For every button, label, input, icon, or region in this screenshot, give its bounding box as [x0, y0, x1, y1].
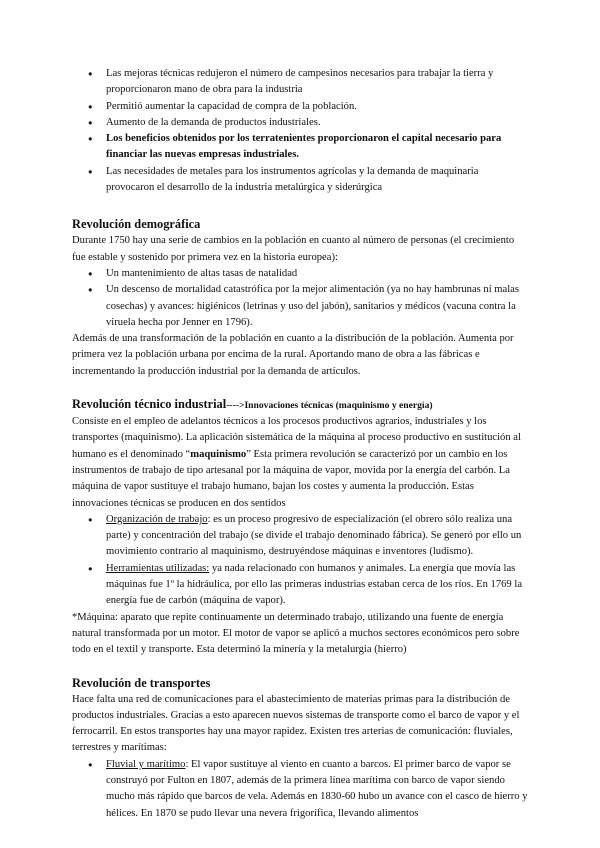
- document-content: [72, 66, 528, 822]
- list-item-text: : es un proceso progresivo de especialización (el obrero sólo realiza una parte) y concentración del trabajo (se divide el trabajo denominado fábrica). Se generó por ello un movimiento contrario al maquinismo, destruyéndose máquinas e inventores (ludismo).: [106, 513, 522, 558]
- tecnico-bullet-list: [72, 512, 528, 610]
- list-item-text: Aumento de la demanda de productos industriales.: [106, 116, 321, 128]
- list-item: [72, 131, 528, 164]
- paragraph: Hace falta una red de comunicaciones para el abastecimiento de materias primas para la distribución de productos industriales. Gracias a esto aparecen nuevos sistemas de transporte como el barco de vapor y el ferrocarril. En estos transportes hay una mayor rapidez. Existen tres arterias de comunicación: fluviales, terrestres y marítimas:: [72, 693, 520, 754]
- paragraph: Durante 1750 hay una serie de cambios en la población en cuanto al número de personas (el crecimiento fue estable y sostenido por primera vez en la historia europea):: [72, 235, 515, 263]
- intro-bullet-list: [72, 66, 528, 196]
- list-item: [72, 164, 528, 197]
- bold-term: maquinismo: [190, 448, 247, 460]
- list-item-text: : El vapor sustituye al viento en cuanto a barcos. El primer barco de vapor se construyó por Fulton en 1807, además de la primera línea marítima con barco de vapor siendo mucho más rápido que barcos de vela. Además en 1830-60 hubo un avance con el casco de hierro y hélices. En 1870 se pudo llevar una nevera frigorífica, llevando alimentos: [106, 758, 528, 819]
- paragraph: Además de una transformación de la población en cuanto a la distribución de la población. Aumenta por primera vez la población urbana por encima de la rural. Aportando mano de obra a las fábricas e incrementando la producción industrial por la demanda de artículos.: [72, 333, 514, 377]
- list-item-text: Un mantenimiento de altas tasas de natalidad: [106, 267, 298, 279]
- list-item: [72, 561, 528, 610]
- section-heading-transportes: Revolución de transportes: [72, 675, 211, 690]
- list-item-text: Las necesidades de metales para los instrumentos agrícolas y la demanda de maquinaria provocaron el desarrollo de la industria metalúrgica y siderúrgica: [106, 165, 479, 194]
- list-item: [72, 757, 528, 822]
- list-item-text: Permitió aumentar la capacidad de compra de la población.: [106, 100, 357, 112]
- list-item-text-bold: Los beneficios obtenidos por los terratenientes proporcionaron el capital necesario para financiar las nuevas empresas industriales.: [106, 133, 502, 161]
- text-run: Consiste en el empleo de adelantos técnicos a los procesos productivos agrarios, industriales y los transportes (maquinismo). La aplicación sistemática de la máquina al proceso productivo en sustitución al humano es el denominado “: [72, 416, 521, 460]
- paragraph: [72, 414, 528, 512]
- list-item: [72, 512, 528, 561]
- list-item-text: ya nada relacionado con humanos y animales. La energía que movía las máquinas fue 1º la hidráulica, por ello las primeras industrias estaban cerca de los ríos. En 1769 la energía fue de carbón (máquina de vapor).: [106, 562, 523, 607]
- list-item: [72, 282, 528, 331]
- list-item-text: Un descenso de mortalidad catastrófica por la mejor alimentación (ya no hay hambrunas ni malas cosechas) y avances: higiénicos (letrinas y uso del jabón), sanitarios y médicos (vacuna contra la viruela hecha por Jenner en 1796).: [106, 284, 520, 328]
- footnote-paragraph: *Máquina: aparato que repite continuamente un determinado trabajo, utilizando una fuente de energía natural transformada por un motor. El motor de vapor se aplicó a muchos sectores económicos pero sobre todo en el textil y transporte. Esta determinó la minería y la metalurgia (hierro): [72, 611, 520, 656]
- list-item: [72, 266, 528, 282]
- list-item: [72, 115, 528, 131]
- heading-subtitle: ---->Innovaciones técnicas (maquinismo y energía): [226, 400, 433, 412]
- underlined-term: Herramientas utilizadas:: [106, 562, 210, 574]
- list-item-text: Las mejoras técnicas redujeron el número de campesinos necesarios para trabajar la tierra y proporcionaron mano de obra para la industria: [106, 68, 494, 96]
- underlined-term: Organización de trabajo: [106, 513, 208, 525]
- text-run: ” Esta primera revolución se caracterizó por un cambio en los instrumentos de trabajo de tipo artesanal por la máquina de vapor, movida por la energía del carbón. La máquina de vapor sustituye el trabajo humano, bajan los costes y aumenta la producción. Estas innovaciones técnicas se producen en dos sentidos: [72, 448, 510, 509]
- heading-title: Revolución técnico industrial: [72, 397, 227, 412]
- section-heading-demografica: Revolución demográfica: [72, 217, 201, 232]
- demografica-bullet-list: [72, 266, 528, 331]
- section-heading-tecnico: [72, 396, 528, 414]
- transportes-bullet-list: [72, 757, 528, 822]
- underlined-term: Fluvial y marítimo: [106, 758, 186, 770]
- list-item: [72, 99, 528, 115]
- list-item: [72, 66, 528, 99]
